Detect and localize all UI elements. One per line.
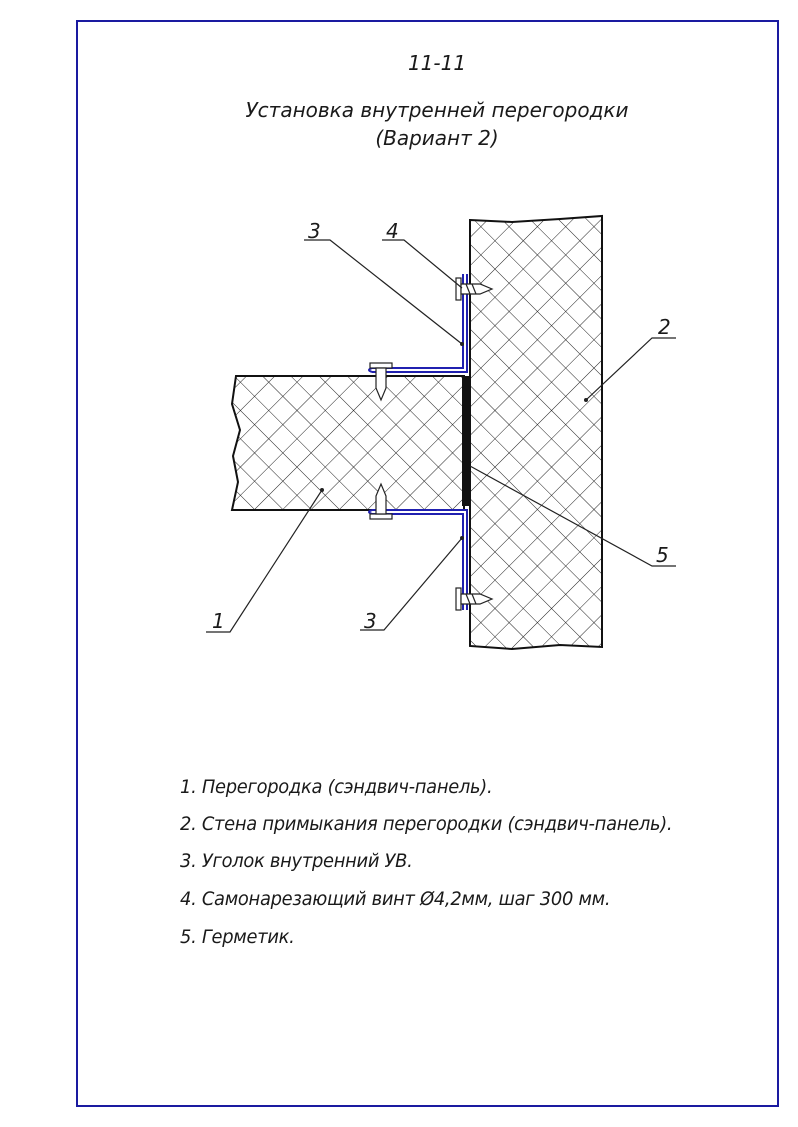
legend-item-2: 2. Стена примыкания перегородки (сэндвич-панель). [180, 813, 673, 835]
profile-hem-top [369, 368, 372, 372]
legend-item-3: 3. Уголок внутренний УВ. [180, 850, 413, 872]
wall-panel [470, 216, 602, 649]
callout-1: 1 [212, 609, 225, 633]
legend-item-5: 5. Герметик. [180, 926, 295, 948]
section-mark: 11-11 [407, 51, 467, 75]
callout-5: 5 [656, 543, 669, 567]
drawing-title: Установка внутренней перегородки [245, 98, 629, 122]
partition-panel [232, 376, 464, 510]
legend-item-1: 1. Перегородка (сэндвич-панель). [180, 776, 493, 798]
sealant [462, 376, 470, 506]
callout-3-bottom: 3 [364, 609, 377, 633]
leader-3-top [304, 240, 462, 344]
callout-2: 2 [658, 315, 671, 339]
callout-4: 4 [386, 219, 399, 243]
drawing-subtitle: (Вариант 2) [375, 126, 499, 150]
legend-item-4: 4. Самонарезающий винт Ø4,2мм, шаг 300 мм. [180, 888, 611, 910]
top-angle-profile [372, 274, 467, 372]
bottom-angle-profile [372, 510, 467, 610]
callout-3-top: 3 [308, 219, 321, 243]
leader-4 [382, 240, 462, 288]
